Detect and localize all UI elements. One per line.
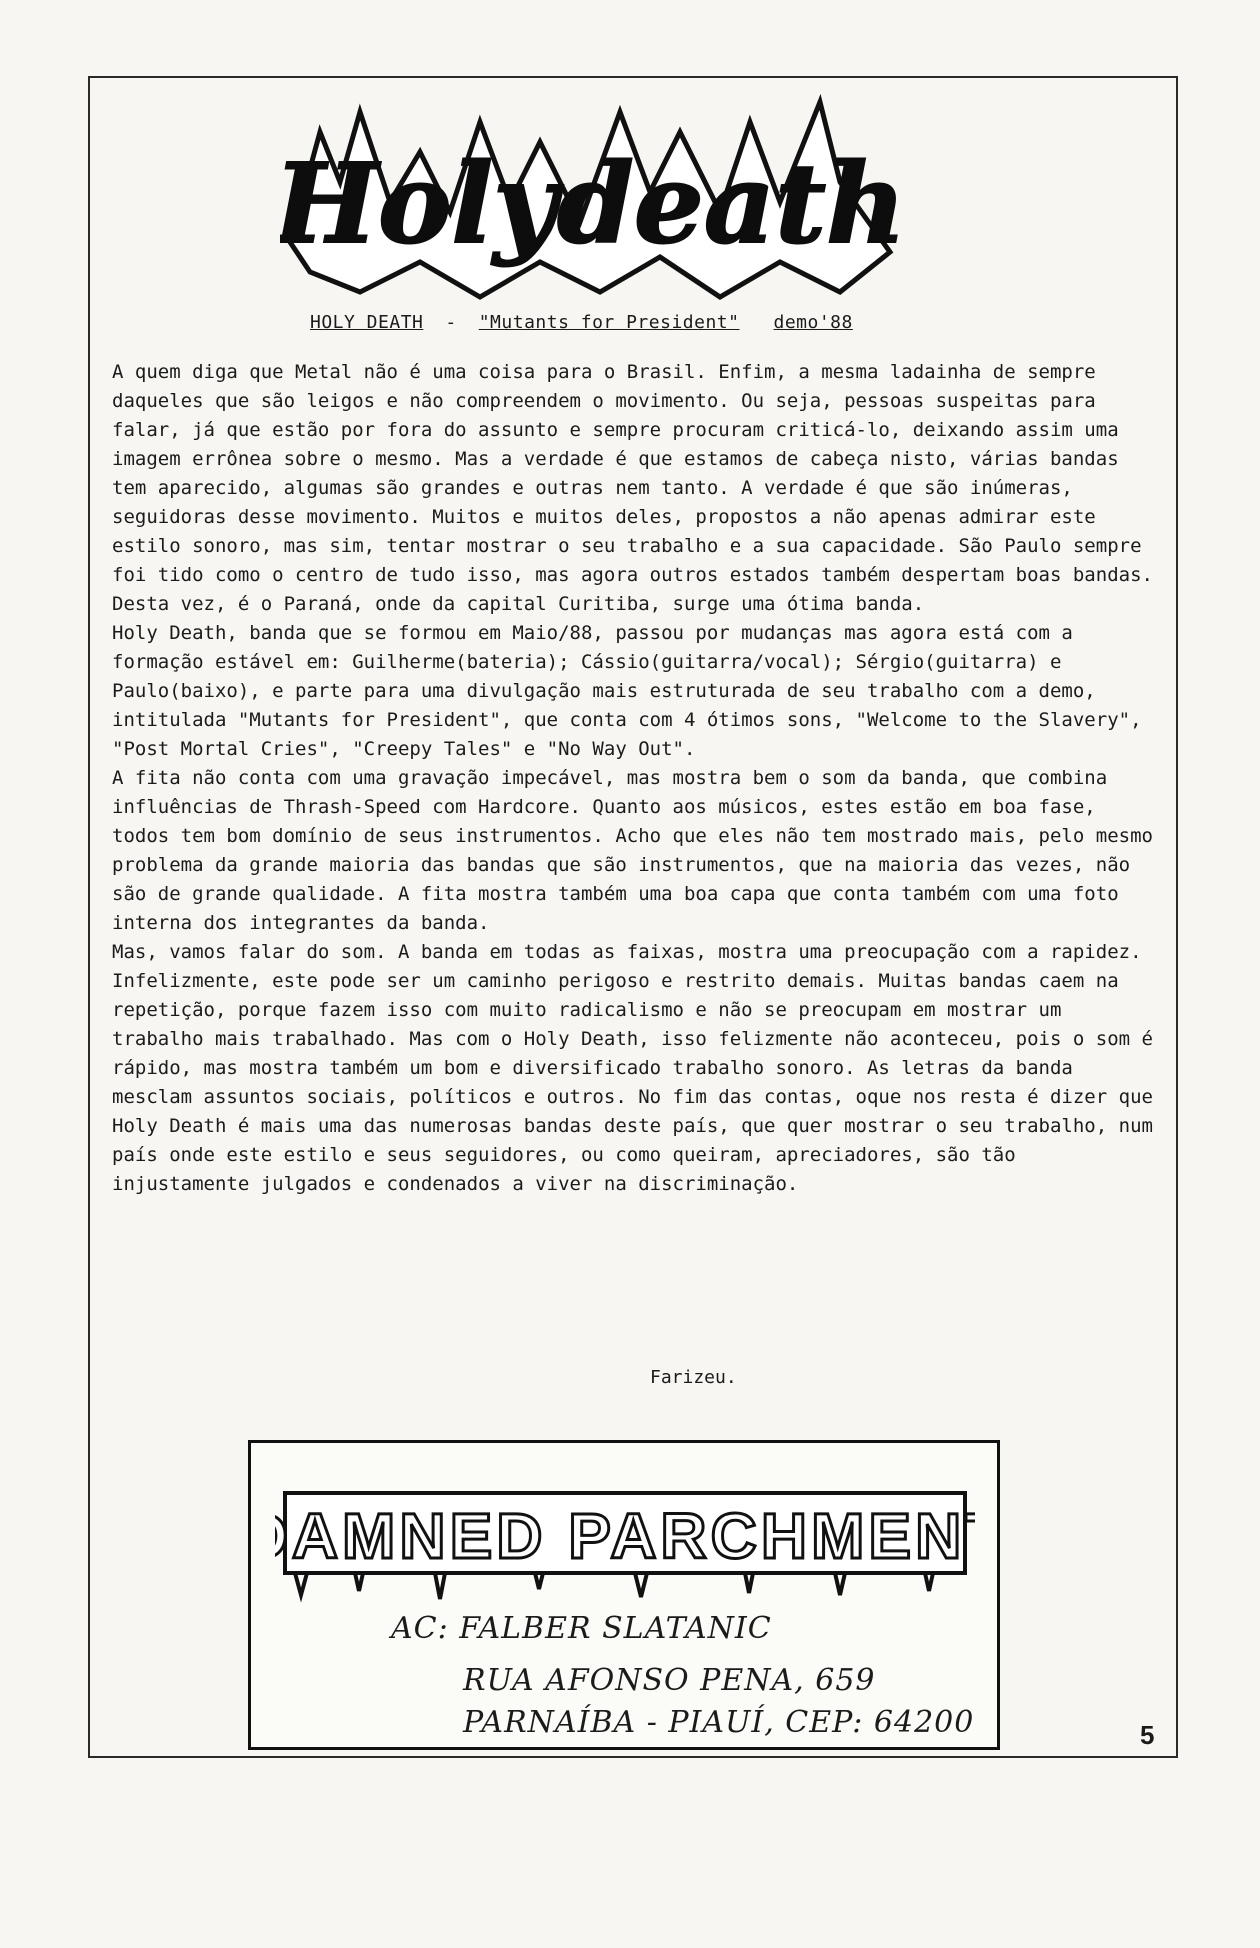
- paragraph-4: A fita não conta com uma gravação impecável, mas mostra bem o som da banda, que combina influências de Thrash-Speed com Hardcore. Quanto aos músicos, estes estão em boa fase, todos tem bom domínio de seus instrumentos. Acho que eles não tem mostrado mais, pelo mesmo problema da grande maioria das bandas que são instrumentos, que na maioria das vezes, não são de grande qualidade. A fita mostra também uma boa capa que conta também com uma foto interna dos integrantes da banda.: [112, 767, 1153, 934]
- demo-title: "Mutants for President": [478, 312, 740, 333]
- review-heading: [310, 312, 950, 333]
- heading-separator: -: [445, 312, 457, 333]
- paragraph-5: Mas, vamos falar do som. A banda em todas as faixas, mostra uma preocupação com a rapidez. Infelizmente, este pode ser um caminho perigoso e restrito demais. Muitas bandas caem na repetição, porque fazem isso com muito radicalismo e não se preocupam em mostrar um trabalho mais trabalhado. Mas com o Holy Death, isso felizmente não aconteceu, pois o som é rápido, mas mostra também um bom e diversificado trabalho sonoro. As letras da banda mesclam assuntos sociais, políticos e outros. No fim das contas, oque nos resta é dizer que Holy Death é mais uma das numerosas bandas deste país, que quer mostrar o seu trabalho, num país onde este estilo e seus seguidores, ou como queiram, apreciadores, são tão injustamente julgados e condenados a viver na discriminação.: [112, 941, 1153, 1195]
- release-label: demo'88: [773, 312, 853, 333]
- review-body: [112, 358, 1162, 1199]
- paragraph-2: Desta vez, é o Paraná, onde da capital Curitiba, surge uma ótima banda.: [112, 593, 925, 615]
- ad-city: PARNAÍBA - PIAUÍ, CEP: 64200: [463, 1705, 975, 1740]
- holydeath-logo: [280, 92, 900, 302]
- damned-parchment-logo: [275, 1463, 975, 1603]
- paragraph-1: A quem diga que Metal não é uma coisa para o Brasil. Enfim, a mesma ladainha de sempre daqueles que são leigos e não compreendem o movimento. Ou seja, pessoas suspeitas para falar, já que estão por fora do assunto e sempre procuram criticá-lo, deixando assim uma imagem errônea sobre o mesmo. Mas a verdade é que estamos de cabeça nisto, várias bandas tem aparecido, algumas são grandes e outras nem tanto. A verdade é que são inúmeras, seguidoras desse movimento. Muitos e muitos deles, propostos a não apenas admirar este estilo sonoro, mas sim, tentar mostrar o seu trabalho e a sua capacidade. São Paulo sempre foi tido como o centro de tudo isso, mas agora outros estados também despertam boas bandas.: [112, 361, 1153, 586]
- ad-logo-text: DAMNED PARCHMENT: [275, 1500, 975, 1572]
- ad-contact: AC: FALBER SLATANIC: [391, 1611, 772, 1646]
- author-signature: Farizeu.: [650, 1367, 737, 1388]
- page-number: 5: [1140, 1720, 1155, 1750]
- ad-street: RUA AFONSO PENA, 659: [463, 1663, 876, 1698]
- band-name: HOLY DEATH: [310, 312, 424, 333]
- paragraph-3: Holy Death, banda que se formou em Maio/88, passou por mudanças mas agora está com a formação estável em: Guilherme(bateria); Cássio(guitarra/vocal); Sérgio(guitarra) e Paulo(baixo), e parte para uma divulgação mais estruturada de seu trabalho com a demo, intitulada "Mutants for President", que conta com 4 ótimos sons, "Welcome to the Slavery", "Post Mortal Cries", "Creepy Tales" e "No Way Out".: [112, 622, 1142, 760]
- damned-parchment-ad: [248, 1440, 1000, 1750]
- logo-text: Holydeath: [280, 139, 900, 268]
